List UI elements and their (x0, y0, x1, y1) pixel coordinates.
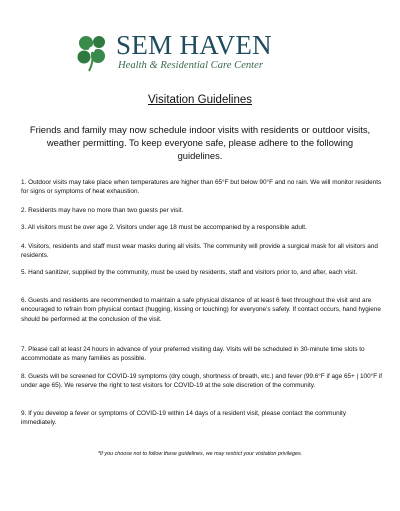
guideline-item: 6. Guests and residents are recommended to maintain a safe physical distance of at least 6 feet throughout the visit and are encouraged to refrain from physical contact (hugging, kissing or touching) for everyone's safety. If contact occurs, hand hygiene should be performed at the conclusion of the visit. (21, 297, 381, 323)
document-title: Visitation Guidelines (148, 94, 252, 106)
guideline-item: 7. Please call at least 24 hours in advance of your preferred visiting day. Visits will be scheduled in 30-minute time slots to accommodate as many families as possible. (21, 346, 365, 363)
org-tagline: Health & Residential Care Center (118, 60, 263, 71)
guideline-item: 2. Residents may have no more than two guests per visit. (21, 207, 184, 214)
guideline-item: 5. Hand sanitizer, supplied by the community, must be used by residents, staff and visitors prior to, and after, each visit. (21, 269, 358, 276)
logo (62, 28, 342, 80)
guideline-item: 8. Guests will be screened for COVID-19 symptoms (dry cough, shortness of breath, etc.) and fever (99.6°F if age 65+ | 100°F if under age 65). We reserve the right to test visitors for COVID-19 at the sole discretion of the community. (21, 373, 383, 390)
guideline-item: 9. If you develop a fever or symptoms of COVID-19 within 14 days of a resident visit, please contact the community immediately. (21, 410, 347, 427)
guideline-item: 4. Visitors, residents and staff must wear masks during all visits. The community will provide a surgical mask for all visitors and residents. (21, 243, 378, 260)
clover-icon (72, 31, 114, 73)
guideline-item: 3. All visitors must be over age 2. Visitors under age 18 must be accompanied by a responsible adult. (21, 224, 307, 231)
org-name: SEM HAVEN (116, 30, 272, 60)
intro-paragraph: Friends and family may now schedule indoor visits with residents or outdoor visits, weather permitting. To keep everyone safe, please adhere to the following guidelines. (29, 124, 371, 161)
guideline-item: 1. Outdoor visits may take place when temperatures are higher than 65°F but below 90°F and no rain. We will monitor residents for signs or symptoms of heat exhaustion. (21, 179, 382, 196)
footer-note: *If you choose not to follow these guidelines, we may restrict your visitation privileges. (97, 451, 303, 457)
